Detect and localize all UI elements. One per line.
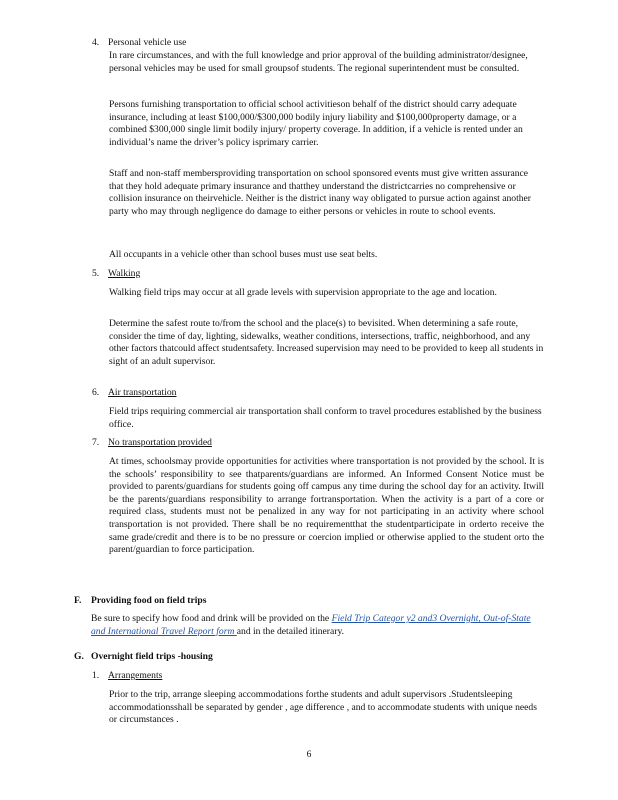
paragraph: At times, schoolsmay provide opportunities for activities where transportation is not provided by the school. It is the schools’ responsibility to see thatparents/guardians are informed. An Informed Consent Notice must be provided to parents/guardians for students going off campus any time during the school day for an activity. Itwill be the parents/guardians responsibility to arrange fortransportation. When the activity is a part of a core or required class, students must not be penalized in any way for not participating in an activity where school transportation is not provided. There shall be no requirementthat the studentparticipate in orderto receive the same grade/credit and there is to be no pressure or coercion implied or otherwise applied to the student orto the parent/guardian to force participation. <box>109 456 544 556</box>
item-number: 4. <box>92 37 100 48</box>
paragraph: Staff and non-staff membersproviding transportation on school sponsored events must give written assurance that they hold adequate primary insurance and thatthey understand the districtcarries no comprehensive or collision insurance on theirvehicle. Neither is the district inany way obligated to pursue action against another party who may through negligence do damage to either persons or vehicles in route to school events. <box>109 168 532 217</box>
section-paragraph <box>91 613 545 638</box>
paragraph: Field trips requiring commercial air transportation shall conform to travel procedures established by the business office. <box>109 406 542 430</box>
item-number: 1. <box>92 670 100 681</box>
text-before-link: Be sure to specify how food and drink will be provided on the <box>91 613 332 624</box>
item-number: 6. <box>92 387 100 398</box>
item-number: 7. <box>92 437 100 448</box>
paragraph: Walking field trips may occur at all grade levels with supervision appropriate to the age and location. <box>109 287 497 298</box>
item-title: Air transportation <box>108 387 177 398</box>
item-title: No transportation provided <box>108 437 212 448</box>
item-heading-personal-vehicle <box>92 37 186 49</box>
section-letter: F. <box>74 595 82 606</box>
paragraph: Persons furnishing transportation to official school activitieson behalf of the district should carry adequate insurance, including at least $100,000/$300,000 bodily injury liability and $100,000property damage, or a combined $300,000 single limit bodily injury/ property coverage. In addition, if a vehicle is rented under an individual’s name the driver’s policy isprimary carrier. <box>109 99 523 148</box>
page-number: 6 <box>306 749 312 760</box>
paragraph: All occupants in a vehicle other than school buses must use seat belts. <box>109 249 378 260</box>
item-title: Personal vehicle use <box>108 37 187 48</box>
section-title: Overnight field trips -housing <box>91 651 213 662</box>
section-heading-food <box>74 595 207 607</box>
item-heading-walking <box>92 268 140 280</box>
item-title: Arrangements <box>108 670 163 681</box>
text-after-link: and in the detailed itinerary. <box>236 625 345 637</box>
section-letter: G. <box>74 651 84 662</box>
section-heading-overnight <box>74 651 213 663</box>
paragraph: In rare circumstances, and with the full knowledge and prior approval of the building administrator/designee, personal vehicles may be used for small groupsof students. The regional superintendent must be consulted. <box>109 50 528 74</box>
item-title: Walking <box>108 268 141 279</box>
field-trip-report-form-link[interactable]: Field Trip Categor y2 and3 Overnight, Out-of-State and International Travel Report form <box>91 613 531 637</box>
paragraph: Prior to the trip, arrange sleeping accommodations forthe students and adult supervisors .Studentsleeping accommodationsshall be separated by gender , age difference , and to accommodate students with unique needs or circumstances . <box>109 689 537 726</box>
item-heading-arrangements <box>92 670 162 682</box>
section-title: Providing food on field trips <box>91 595 207 606</box>
item-heading-no-transportation <box>92 437 212 449</box>
item-heading-air-transportation <box>92 387 176 399</box>
paragraph: Determine the safest route to/from the school and the place(s) to bevisited. When determining a safe route, consider the time of day, lighting, sidewalks, weather conditions, intersections, traffic, neighborhood, and any other factors thatcould affect studentsafety. Increased supervision may need to be provided to keep all students in sight of an adult supervisor. <box>109 318 544 367</box>
item-number: 5. <box>92 268 100 279</box>
